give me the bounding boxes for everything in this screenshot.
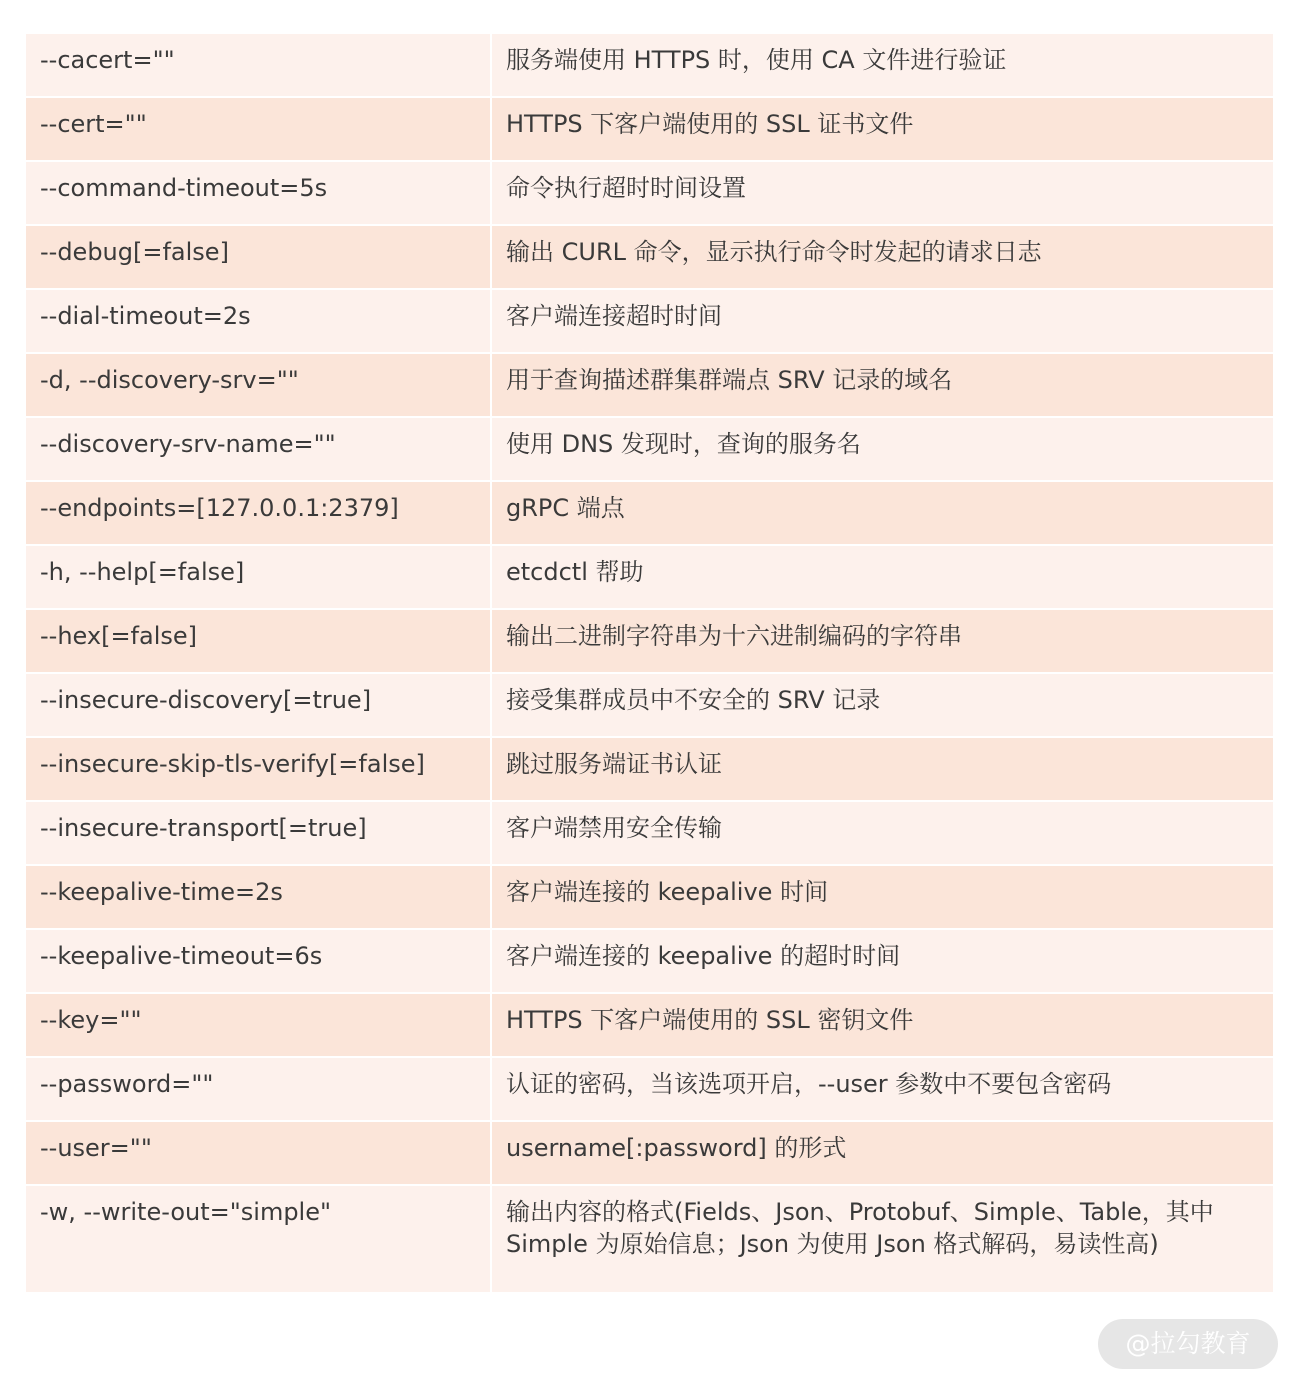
option-cell: --keepalive-timeout=6s (25, 929, 491, 993)
option-cell: --discovery-srv-name="" (25, 417, 491, 481)
option-cell: --hex[=false] (25, 609, 491, 673)
table-row (25, 417, 1274, 481)
table-row (25, 33, 1274, 97)
option-cell: --insecure-transport[=true] (25, 801, 491, 865)
option-cell: -h, --help[=false] (25, 545, 491, 609)
table-row (25, 1185, 1274, 1293)
table-row (25, 225, 1274, 289)
options-table (24, 32, 1275, 1294)
table-row (25, 929, 1274, 993)
option-cell: -w, --write-out="simple" (25, 1185, 491, 1293)
description-cell: 客户端禁用安全传输 (491, 801, 1274, 865)
description-cell: etcdctl 帮助 (491, 545, 1274, 609)
table-row (25, 609, 1274, 673)
table-row (25, 97, 1274, 161)
description-cell: 命令执行超时时间设置 (491, 161, 1274, 225)
table-row (25, 801, 1274, 865)
description-cell: username[:password] 的形式 (491, 1121, 1274, 1185)
description-cell: 输出内容的格式(Fields、Json、Protobuf、Simple、Table，其中 Simple 为原始信息；Json 为使用 Json 格式解码，易读性高) (491, 1185, 1274, 1293)
description-cell: 客户端连接超时时间 (491, 289, 1274, 353)
option-cell: -d, --discovery-srv="" (25, 353, 491, 417)
description-cell: 输出二进制字符串为十六进制编码的字符串 (491, 609, 1274, 673)
description-cell: 客户端连接的 keepalive 时间 (491, 865, 1274, 929)
option-cell: --cacert="" (25, 33, 491, 97)
description-cell: 输出 CURL 命令，显示执行命令时发起的请求日志 (491, 225, 1274, 289)
description-cell: HTTPS 下客户端使用的 SSL 证书文件 (491, 97, 1274, 161)
description-cell: 接受集群成员中不安全的 SRV 记录 (491, 673, 1274, 737)
option-cell: --insecure-skip-tls-verify[=false] (25, 737, 491, 801)
option-cell: --user="" (25, 1121, 491, 1185)
option-cell: --key="" (25, 993, 491, 1057)
table-row (25, 545, 1274, 609)
table-row (25, 481, 1274, 545)
option-cell: --password="" (25, 1057, 491, 1121)
table-row (25, 1057, 1274, 1121)
table-row (25, 161, 1274, 225)
description-cell: 认证的密码，当该选项开启，--user 参数中不要包含密码 (491, 1057, 1274, 1121)
table-row (25, 353, 1274, 417)
description-cell: 使用 DNS 发现时，查询的服务名 (491, 417, 1274, 481)
description-cell: 跳过服务端证书认证 (491, 737, 1274, 801)
option-cell: --debug[=false] (25, 225, 491, 289)
table-row (25, 865, 1274, 929)
option-cell: --insecure-discovery[=true] (25, 673, 491, 737)
option-cell: --cert="" (25, 97, 491, 161)
option-cell: --command-timeout=5s (25, 161, 491, 225)
table-row (25, 993, 1274, 1057)
option-cell: --endpoints=[127.0.0.1:2379] (25, 481, 491, 545)
table-row (25, 737, 1274, 801)
description-cell: 用于查询描述群集群端点 SRV 记录的域名 (491, 353, 1274, 417)
description-cell: 服务端使用 HTTPS 时，使用 CA 文件进行验证 (491, 33, 1274, 97)
table-row (25, 673, 1274, 737)
description-cell: gRPC 端点 (491, 481, 1274, 545)
table-row (25, 1121, 1274, 1185)
watermark: @拉勾教育 (1098, 1319, 1278, 1369)
table-row (25, 289, 1274, 353)
option-cell: --keepalive-time=2s (25, 865, 491, 929)
description-cell: HTTPS 下客户端使用的 SSL 密钥文件 (491, 993, 1274, 1057)
description-cell: 客户端连接的 keepalive 的超时时间 (491, 929, 1274, 993)
option-cell: --dial-timeout=2s (25, 289, 491, 353)
